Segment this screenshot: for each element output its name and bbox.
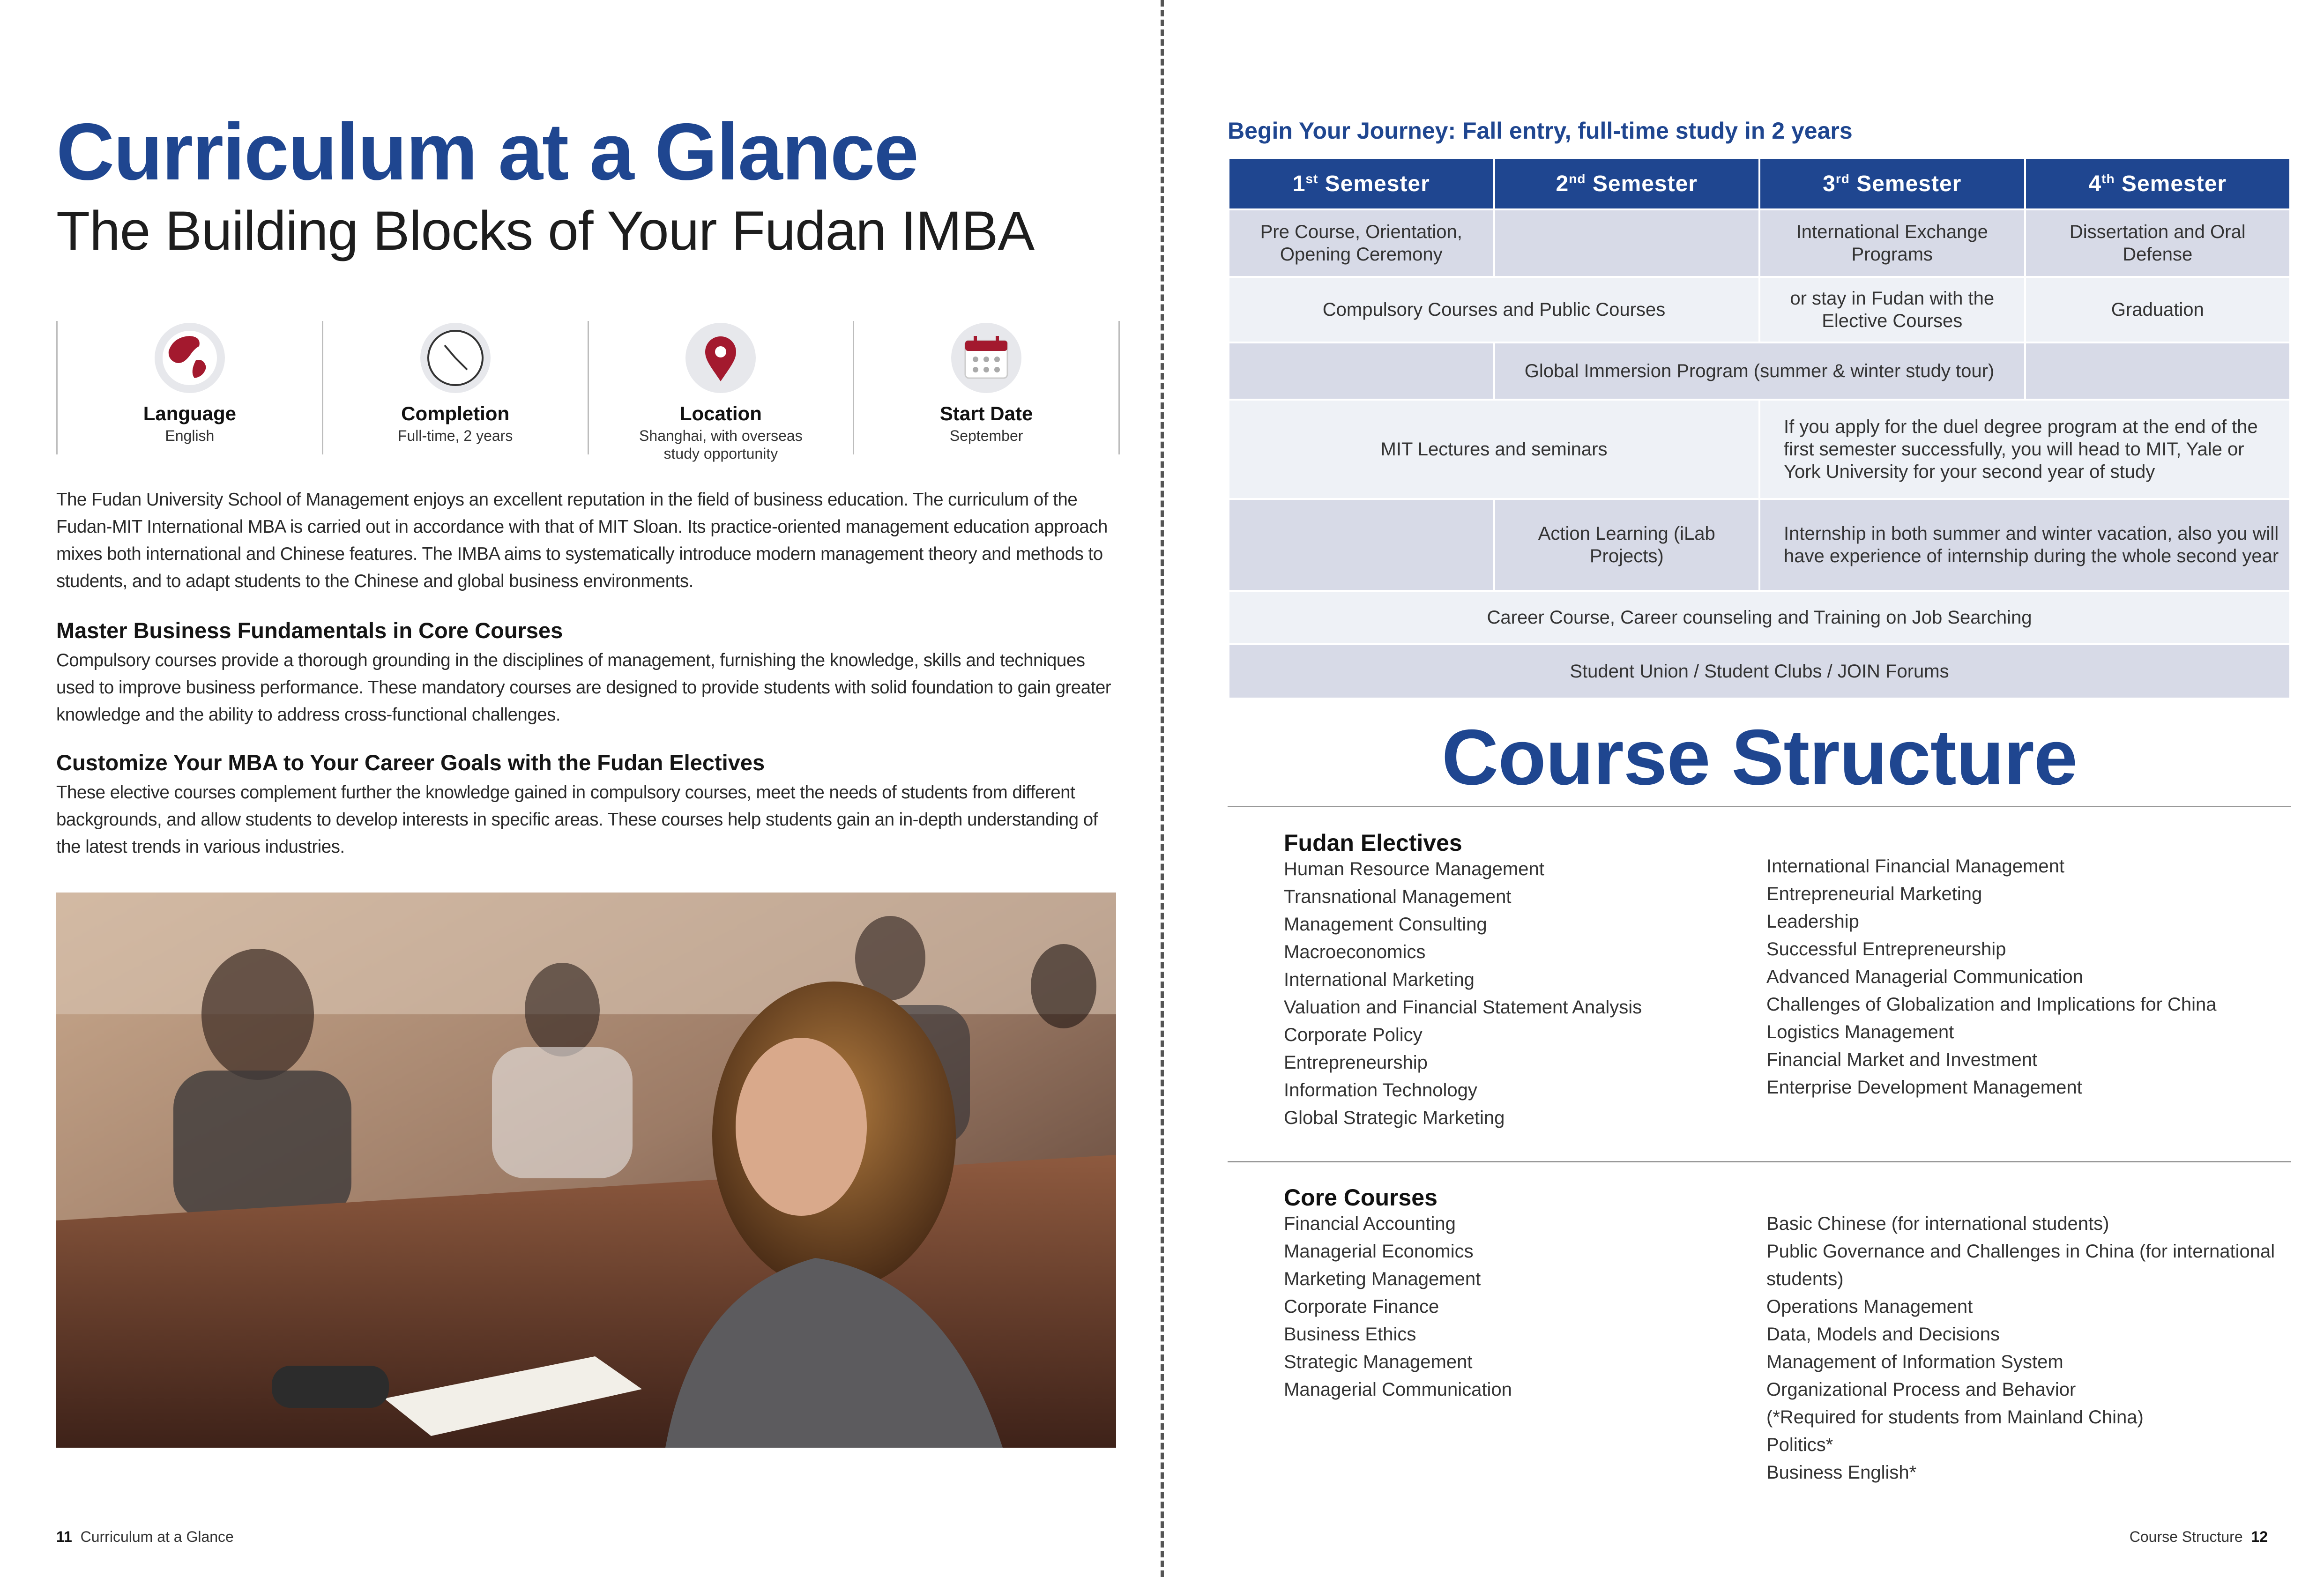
list-item: Macroeconomics (1284, 942, 1426, 962)
semester-table (1228, 157, 2291, 699)
list-item: Public Governance and Challenges in China (for international students) (1766, 1241, 2275, 1289)
course-structure-title: Course Structure (1441, 713, 2078, 801)
page-number: 12 (2251, 1528, 2268, 1545)
list-item: Corporate Policy (1284, 1025, 1423, 1045)
section-divider (1228, 806, 2291, 807)
list-item: Politics* (1766, 1435, 1833, 1455)
right-page (1162, 0, 2324, 1577)
list-item: Management Consulting (1284, 914, 1487, 935)
table-cell: Career Course, Career counseling and Training on Job Searching (1229, 591, 2290, 644)
core-courses-heading: Master Business Fundamentals in Core Courses (56, 618, 563, 643)
list-item: Strategic Management (1284, 1352, 1473, 1372)
list-item: Business English* (1766, 1462, 1917, 1483)
list-item: Business Ethics (1284, 1324, 1416, 1345)
electives-paragraph: These elective courses complement further the knowledge gained in compulsory courses, meet the needs of students from different backgrounds, and allow students to develop interests in specific areas. These courses help students gain an in-depth understanding of the latest trends in various industries. (56, 782, 1098, 857)
core-list-col2 (1766, 1210, 2296, 1487)
fact-label: Start Date (939, 402, 1033, 424)
fact-value: Full-time, 2 years (397, 427, 513, 444)
list-item: Human Resource Management (1284, 859, 1544, 879)
table-cell (1229, 342, 1494, 400)
fact-label: Location (679, 402, 762, 424)
list-item: (*Required for students from Mainland China) (1766, 1407, 2144, 1428)
page-footer-right (2130, 1528, 2268, 1546)
journey-title: Begin Your Journey: Fall entry, full-time study in 2 years (1228, 118, 1853, 144)
list-item: Information Technology (1284, 1080, 1477, 1101)
section-divider (1228, 1161, 2291, 1162)
list-item: Leadership (1766, 911, 1859, 932)
fact-completion (322, 321, 588, 454)
core-courses-paragraph: Compulsory courses provide a thorough grounding in the disciplines of management, furnishing the knowledge, skills and techniques used to improve business performance. These mandatory courses are designed to provide students with solid foundation to gain greater knowledge and the ability to address cross-functional challenges. (56, 650, 1111, 725)
list-item: Valuation and Financial Statement Analysis (1284, 997, 1642, 1018)
table-cell: Internship in both summer and winter vacation, also you will have experience of internship during the whole second year (1759, 499, 2290, 591)
list-item: International Marketing (1284, 969, 1475, 990)
list-item: Data, Models and Decisions (1766, 1324, 2000, 1345)
list-item: Corporate Finance (1284, 1296, 1439, 1317)
list-item: Financial Accounting (1284, 1213, 1456, 1234)
list-item: Entrepreneurship (1284, 1052, 1428, 1073)
semester-header: 4th Semester (2025, 158, 2291, 209)
key-facts (56, 321, 1120, 462)
list-item: Organizational Process and Behavior (1766, 1379, 2076, 1400)
page-number: 11 (56, 1528, 72, 1545)
list-item: Entrepreneurial Marketing (1766, 884, 1982, 904)
list-item: Enterprise Development Management (1766, 1077, 2082, 1098)
table-cell: Student Union / Student Clubs / JOIN Forums (1229, 644, 2290, 699)
calendar-icon (951, 323, 1021, 393)
electives-list-heading: Fudan Electives (1284, 830, 1462, 856)
list-item: International Financial Management (1766, 856, 2064, 877)
table-cell: Graduation (2025, 277, 2291, 342)
fact-start-date (853, 321, 1120, 454)
core-list-col1 (1284, 1210, 1512, 1404)
table-header-row (1229, 158, 2290, 209)
table-cell: Global Immersion Program (summer & winter study tour) (1494, 342, 2025, 400)
fact-value: Shanghai, with overseas study opportunity (639, 427, 803, 462)
list-item: Successful Entrepreneurship (1766, 939, 2006, 960)
list-item: Transnational Management (1284, 886, 1512, 907)
fact-location (588, 321, 853, 462)
semester-header: 1st Semester (1229, 158, 1494, 209)
semester-header: 2nd Semester (1494, 158, 1760, 209)
table-row (1229, 342, 2290, 400)
list-item: Challenges of Globalization and Implications for China (1766, 994, 2217, 1015)
location-pin-icon (685, 323, 756, 393)
list-item: Logistics Management (1766, 1022, 1954, 1042)
classroom-photo (56, 893, 1116, 1448)
table-row (1229, 400, 2290, 499)
fact-value: English (165, 427, 215, 444)
clock-icon (420, 323, 491, 393)
electives-heading: Customize Your MBA to Your Career Goals with the Fudan Electives (56, 750, 765, 775)
table-cell: or stay in Fudan with the Elective Courses (1759, 277, 2025, 342)
table-cell: Pre Course, Orientation, Opening Ceremony (1229, 209, 1494, 277)
table-cell: Dissertation and Oral Defense (2025, 209, 2291, 277)
list-item: Operations Management (1766, 1296, 1973, 1317)
table-cell (2025, 342, 2291, 400)
table-row (1229, 499, 2290, 591)
table-cell: Action Learning (iLab Projects) (1494, 499, 1760, 591)
fact-language (56, 321, 322, 454)
page-title: Curriculum at a Glance (56, 107, 918, 197)
page-subtitle: The Building Blocks of Your Fudan IMBA (56, 200, 1035, 262)
list-item: Managerial Economics (1284, 1241, 1474, 1262)
core-list-heading: Core Courses (1284, 1184, 1438, 1211)
table-cell: If you apply for the duel degree program at the end of the first semester successfully, you will head to MIT, Yale or York University for your second year of study (1759, 400, 2290, 499)
fact-label: Language (143, 402, 237, 424)
footer-label: Curriculum at a Glance (80, 1528, 234, 1545)
fact-label: Completion (401, 402, 510, 424)
table-cell: International Exchange Programs (1759, 209, 2025, 277)
footer-label: Course Structure (2129, 1528, 2243, 1545)
list-item: Management of Information System (1766, 1352, 2063, 1372)
table-row (1229, 644, 2290, 699)
table-cell: MIT Lectures and seminars (1229, 400, 1759, 499)
semester-header: 3rd Semester (1759, 158, 2025, 209)
table-cell: Compulsory Courses and Public Courses (1229, 277, 1759, 342)
table-row (1229, 209, 2290, 277)
page-footer-left (56, 1528, 234, 1546)
table-row (1229, 591, 2290, 644)
table-cell (1494, 209, 1760, 277)
electives-list-col1 (1284, 855, 1642, 1132)
electives-list-col2 (1766, 853, 2217, 1101)
list-item: Managerial Communication (1284, 1379, 1512, 1400)
table-cell (1229, 499, 1494, 591)
list-item: Marketing Management (1284, 1269, 1481, 1289)
language-icon (155, 323, 225, 393)
list-item: Financial Market and Investment (1766, 1049, 2038, 1070)
list-item: Basic Chinese (for international students) (1766, 1213, 2109, 1234)
intro-paragraph: The Fudan University School of Management enjoys an excellent reputation in the field of business education. The curriculum of the Fudan-MIT International MBA is carried out in accordance with that of MIT Sloan. Its practice-oriented management education approach mixes both international and Chinese features. The IMBA aims to systematically introduce modern management theory and methods to students, and to adapt students to the Chinese and global business environments. (56, 490, 1108, 591)
list-item: Global Strategic Marketing (1284, 1108, 1505, 1128)
table-row (1229, 277, 2290, 342)
list-item: Advanced Managerial Communication (1766, 967, 2083, 987)
fact-value: September (949, 427, 1023, 444)
